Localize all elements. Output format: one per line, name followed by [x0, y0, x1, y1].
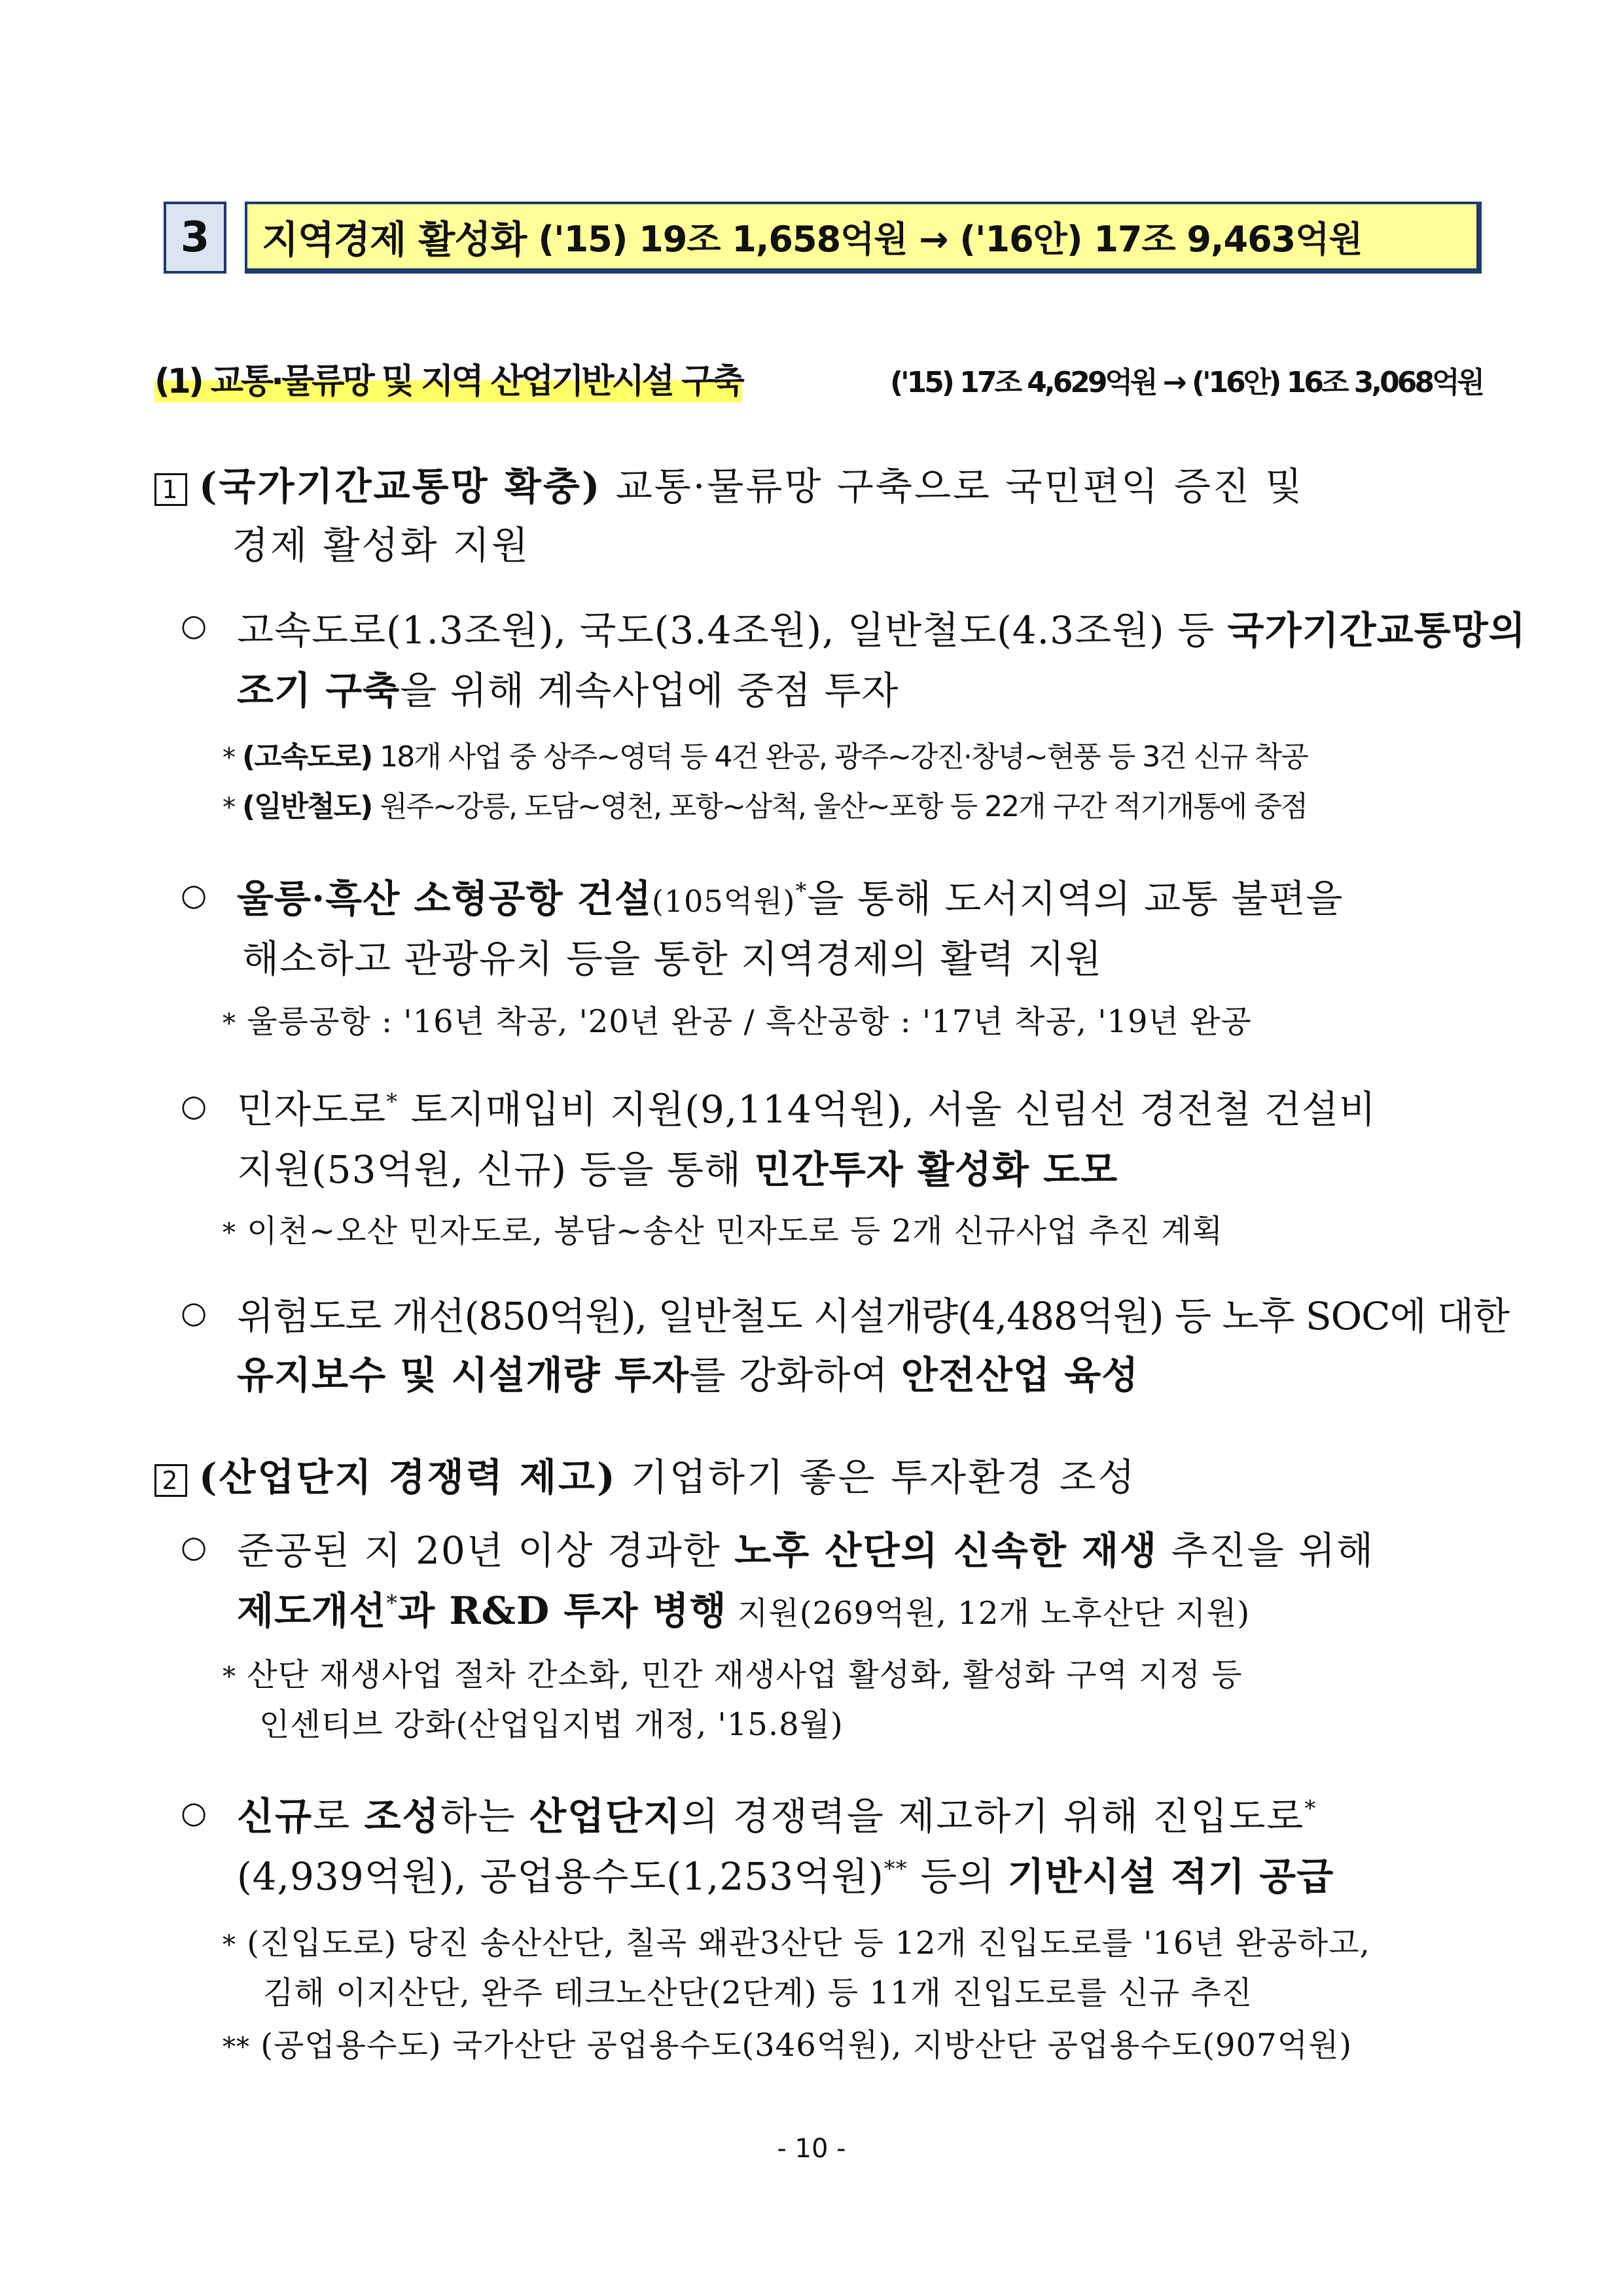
bullet1-note2 [223, 783, 1307, 825]
bullet6-note1-text: (진입도로) 당진 송산산단, 칠곡 왜관3산단 등 12개 진입도로를 '16년 완공하고, [247, 1925, 1370, 1962]
bullet1-line2 [237, 660, 899, 715]
note-asterisk: ** [223, 2032, 250, 2062]
item1-label: (국가기간교통망 확충) [199, 464, 602, 509]
bullet6-line1 [237, 1785, 1317, 1840]
bullet3-text-c: 지원(53억원, 신규) 등을 통해 [237, 1147, 755, 1192]
bullet1-text-a: 고속도로(1.3조원), 국도(3.4조원), 일반철도(4.3조원) 등 [237, 608, 1228, 653]
note-asterisk: * [223, 793, 234, 823]
bullet3-note1-text: 이천~오산 민자도로, 봉담~송산 민자도로 등 2개 신규사업 추진 계획 [247, 1213, 1224, 1249]
bullet1-note2-bold: (일반철도) [242, 790, 372, 823]
bullet1-note1-text: 18개 사업 중 상주~영덕 등 4건 완공, 광주~강진·창녕~현풍 등 3건 신규 착공 [372, 740, 1308, 774]
bullet3-bold: 민간투자 활성화 도모 [754, 1147, 1118, 1192]
item2-number-box: 2 [154, 1464, 187, 1497]
bullet3-line2 [237, 1139, 1118, 1194]
bullet4-bold-a: 유지보수 및 시설개량 투자 [237, 1353, 689, 1397]
bullet6-line2 [237, 1846, 1334, 1901]
bullet5-bold-a: 노후 산단의 신속한 재생 [734, 1528, 1158, 1573]
note-asterisk: * [223, 743, 234, 773]
bullet5-text-c: 지원(269억원, 12개 노후산단 지원) [726, 1595, 1251, 1632]
bullet5-line2 [237, 1580, 1250, 1635]
subsection-amount: ('15) 17조 4,629억원 → ('16안) 16조 3,068억원 [890, 366, 1482, 399]
bullet1-note1 [223, 733, 1308, 775]
bullet6-bold-d: 기반시설 적기 공급 [1007, 1854, 1334, 1899]
bullet1-bold-a: 국가기간교통망의 [1227, 608, 1526, 653]
bullet5-note1-cont: 인센티브 강화(산업입지법 개정, '15.8월) [259, 1706, 844, 1743]
bullet6-note1 [223, 1918, 1370, 1963]
note-asterisk: * [223, 1662, 236, 1692]
bullet1-note1-bold: (고속도로) [242, 740, 372, 774]
bullet3-text-a: 민자도로 [237, 1087, 387, 1132]
section-title-box [245, 202, 1482, 274]
bullet5-marker: ○ [181, 1529, 207, 1564]
bullet6-text-c: 의 경쟁력을 제고하기 위해 진입도로 [681, 1794, 1305, 1839]
page-number: - 10 - [777, 2134, 846, 2164]
section-amount: ('15) 19조 1,658억원 → ('16안) 17조 9,463억원 [538, 218, 1363, 260]
bullet2-line1 [237, 868, 1344, 923]
note-asterisk: * [223, 1218, 236, 1248]
bullet2-bold-a: 울릉·흑산 소형공항 건설 [237, 876, 652, 921]
bullet2-note1-text: 울릉공항 : '16년 착공, '20년 완공 / 흑산공항 : '17년 착공, '19년 완공 [247, 1003, 1252, 1040]
bullet5-note1-text: 산단 재생사업 절차 간소화, 민간 재생사업 활성화, 활성화 구역 지정 등 [247, 1657, 1243, 1693]
bullet6-text-a: 로 [313, 1794, 365, 1839]
subsection-heading: (1) 교통·물류망 및 지역 산업기반시설 구축 [154, 353, 742, 403]
bullet2-amount: (105억원) [651, 884, 796, 919]
bullet3-note1 [223, 1206, 1223, 1251]
item2-label: (산업단지 경쟁력 제고) [199, 1455, 617, 1499]
bullet4-bold-b: 안전산업 육성 [901, 1353, 1139, 1397]
item2-text: 기업하기 좋은 투자환경 조성 [630, 1455, 1137, 1499]
bullet6-marker: ○ [181, 1795, 207, 1830]
bullet1-line1 [237, 600, 1526, 655]
item1-number-box: 1 [154, 473, 187, 506]
bullet2-marker: ○ [181, 877, 207, 912]
bullet3-sup: * [386, 1088, 399, 1115]
bullet4-line1: 위험도로 개선(850억원), 일반철도 시설개량(4,488억원) 등 노후 SOC에 대한 [237, 1294, 1510, 1338]
bullet6-bold-b: 조성 [364, 1794, 440, 1839]
bullet2-text-a: 을 통해 도서지역의 교통 불편을 [807, 876, 1344, 921]
item1-line1 [154, 456, 1304, 511]
bullet2-note1 [223, 996, 1252, 1041]
section-title: 지역경제 활성화 [262, 217, 527, 262]
note-asterisk: * [223, 1930, 236, 1960]
section-number: 3 [180, 213, 210, 262]
bullet5-note1 [223, 1649, 1243, 1695]
bullet6-sup-a: * [1304, 1795, 1317, 1822]
bullet6-bold-c: 산업단지 [529, 1794, 682, 1839]
bullet5-line1 [237, 1520, 1374, 1575]
bullet6-text-d: (4,939억원), 공업용수도(1,253억원) [237, 1854, 884, 1899]
bullet1-text-b: 을 위해 계속사업에 중점 투자 [400, 668, 899, 713]
bullet6-text-e: 등의 [907, 1854, 1008, 1899]
bullet5-text-b: 추진을 위해 [1158, 1528, 1375, 1573]
bullet5-bold-b: 제도개선 [237, 1588, 387, 1633]
bullet2-sup: * [795, 878, 808, 905]
bullet4-marker: ○ [181, 1295, 207, 1330]
note-asterisk: * [223, 1009, 236, 1039]
bullet6-note1-cont: 김해 이지산단, 완주 테크노산단(2단계) 등 11개 진입도로를 신규 추진 [263, 1975, 1253, 2011]
bullet6-bold-a: 신규 [237, 1794, 313, 1839]
bullet5-sup: * [386, 1590, 399, 1617]
bullet6-sup-b: ** [883, 1856, 908, 1882]
bullet6-note2 [223, 2020, 1352, 2065]
bullet6-text-b: 하는 [440, 1794, 530, 1839]
bullet3-text-b: 토지매입비 지원(9,114억원), 서울 신림선 경전철 건설비 [398, 1087, 1377, 1132]
bullet3-line1 [237, 1079, 1376, 1134]
bullet1-bold-b: 조기 구축 [237, 668, 401, 713]
item2-line1 [154, 1446, 1137, 1501]
bullet6-note2-text: (공업용수도) 국가산단 공업용수도(346억원), 지방산단 공업용수도(907억원) [260, 2027, 1353, 2064]
bullet5-bold-c: 과 R&D 투자 병행 [398, 1588, 727, 1633]
section-number-box [164, 202, 226, 274]
item1-line2: 경제 활성화 지원 [232, 523, 531, 567]
bullet4-text: 를 강화하여 [688, 1353, 901, 1397]
bullet3-marker: ○ [181, 1088, 207, 1123]
bullet1-marker: ○ [181, 607, 207, 643]
bullet1-note2-text: 원주~강릉, 도담~영천, 포항~삼척, 울산~포항 등 22개 구간 적기개통에 중점 [372, 790, 1308, 823]
item1-text: 교통·물류망 구축으로 국민편익 증진 및 [615, 464, 1304, 509]
bullet4-line2 [237, 1344, 1139, 1399]
bullet2-line2: 해소하고 관광유치 등을 통한 지역경제의 활력 지원 [242, 937, 1103, 981]
bullet5-text-a: 준공된 지 20년 이상 경과한 [237, 1528, 735, 1573]
